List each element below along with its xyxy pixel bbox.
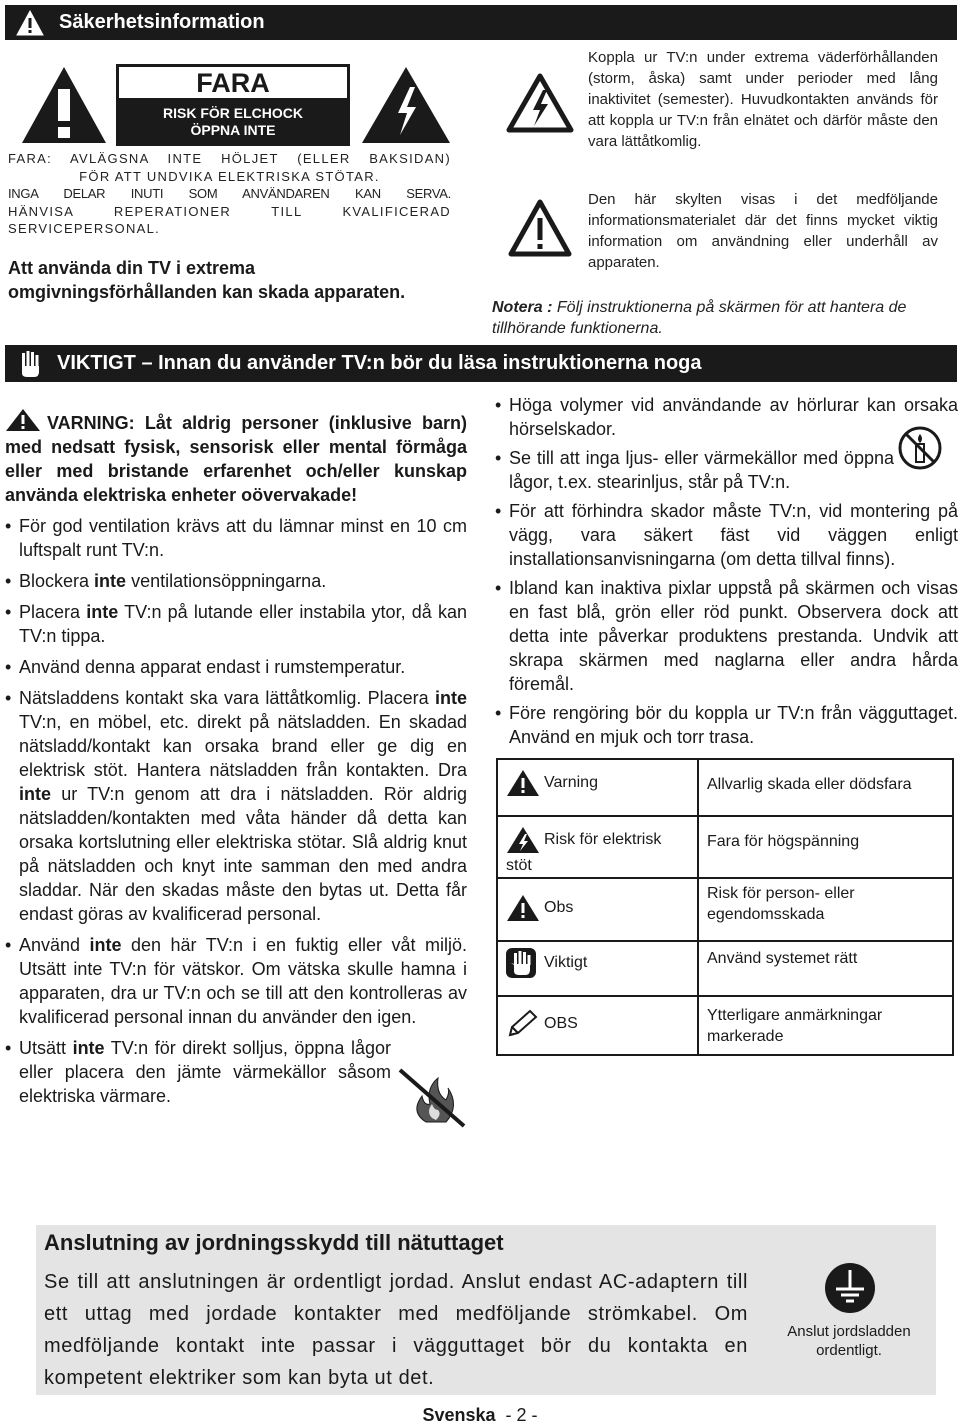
list-item: • Se till att inga ljus- eller värmekällor med öppna lågor, t.ex. stearinljus, står på TV:n.	[495, 446, 894, 494]
danger-title: FARA	[119, 67, 347, 98]
danger-line: HÄNVISA REPERATIONER TILL KVALIFICERAD	[8, 203, 451, 219]
list-item: • Före rengöring bör du koppla ur TV:n från vägguttaget. Använd en mjuk och torr trasa.	[495, 701, 958, 749]
danger-line: FARA: AVLÄGSNA INTE HÖLJET (ELLER BAKSIDAN)	[8, 151, 451, 166]
legend-symbol-cell: Obs	[497, 878, 698, 941]
legend-meaning-cell: Fara för högspänning	[698, 816, 953, 878]
legend-meaning-cell: Använd systemet rätt	[698, 941, 953, 996]
warning-text: VARNING: Låt aldrig personer (inklusive barn) med nedsatt fysisk, sensorisk eller mental förmåga eller med bristande erfarenhet och/eller kunskap använda elektriska enheter oövervakade!	[5, 413, 467, 505]
legend-symbol-cell: Viktigt	[497, 941, 698, 996]
safety-header-bar	[5, 5, 957, 40]
list-item: • Utsätt inte TV:n för direkt solljus, öppna lågor eller placera den jämte värmekällor såsom elektriska värmare.	[5, 1036, 391, 1108]
danger-text	[8, 150, 451, 238]
pencil-icon	[506, 1009, 540, 1039]
note	[492, 297, 957, 339]
list-item: • För god ventilation krävs att du lämnar minst en 10 cm luftspalt runt TV:n.	[5, 514, 467, 562]
list-item: • Ibland kan inaktiva pixlar uppstå på skärmen och visas en fast blå, grön eller röd punkt. Observera dock att detta inte påverkar produktens prestanda. Undvik att skrapa skärmen med naglarna eller andra hårda föremål.	[495, 576, 958, 696]
footer-language: Svenska	[422, 1405, 496, 1425]
warning-triangle-icon	[506, 768, 540, 798]
legend-meaning-cell: Ytterligare anmärkningar markerade	[698, 996, 953, 1055]
danger-line: INGA DELAR INUTI SOM ANVÄNDAREN KAN SERVA.	[8, 186, 451, 201]
list-item: • Höga volymer vid användande av hörlurar kan orsaka hörselskador.	[495, 393, 958, 441]
danger-line: SERVICEPERSONAL.	[8, 221, 161, 236]
left-column	[5, 408, 467, 1108]
list-item: • Blockera inte ventilationsöppningarna.	[5, 569, 467, 593]
table-row	[497, 816, 953, 878]
list-item: • Använd denna apparat endast i rumstemperatur.	[5, 655, 467, 679]
legend-symbol-cell: Varning	[497, 759, 698, 816]
warning-triangle-icon	[15, 8, 45, 38]
table-row	[497, 759, 953, 816]
danger-subtitle-1: RISK FÖR ELCHOCK	[163, 105, 303, 121]
list-item: • Placera inte TV:n på lutande eller instabila ytor, då kan TV:n tippa.	[5, 600, 467, 648]
list-item: • Använd inte den här TV:n i en fuktig eller våt miljö. Utsätt inte TV:n för vätskor. Om vätska skulle hamna i apparaten, dra ur TV:n och se till att den kontrolleras av kvalificerad personal innan du använder den igen.	[5, 933, 467, 1029]
note-label: Notera :	[492, 299, 553, 316]
danger-subtitle-2: ÖPPNA INTE	[190, 122, 276, 138]
caution-triangle-icon	[506, 893, 540, 923]
ground-symbol-icon	[824, 1262, 876, 1314]
no-candle-icon	[896, 424, 944, 472]
warning-triangle-icon	[5, 408, 41, 432]
legend-meaning-cell: Allvarlig skada eller dödsfara	[698, 759, 953, 816]
no-fire-icon	[396, 1066, 468, 1130]
danger-line: FÖR ATT UNDVIKA ELEKTRISKA STÖTAR.	[79, 168, 380, 184]
list-item: • Nätsladdens kontakt ska vara lättåtkomlig. Placera inte TV:n, en möbel, etc. direkt på nätsladden. En skadad nätsladd/kontakt kan orsaka brand eller ge dig en elektrisk stöt. Hantera nätsladden från kontakten. Dra inte ur TV:n genom att dra i nätsladden. Rör aldrig nätsladden/kontakten med våta händer då detta kan orsaka kortslutning eller elektriska stötar. Slå aldrig knut på nätsladden och knyt inte samman den med andra sladdar. När den skadas måste den bytas ut. Detta får endast göras av kvalificerad personal.	[5, 686, 467, 926]
safety-header-title: Säkerhetsinformation	[59, 11, 265, 33]
grounding-text: Se till att anslutningen är ordentligt jordad. Anslut endast AC-adaptern till ett uttag med jordade kontakter med medföljande strömkabel. Om medföljande kontakt inte passar i vägguttaget bör du kontakta en kompetent elektriker som kan byta ut det.	[44, 1271, 748, 1389]
electric-triangle-icon	[506, 825, 540, 855]
note-body: Följ instruktionerna på skärmen för att hantera de tillhörande funktionerna.	[492, 299, 907, 337]
warning-paragraph	[5, 408, 467, 507]
table-row	[497, 996, 953, 1055]
page-number: - 2 -	[505, 1405, 538, 1425]
right-column	[495, 393, 958, 749]
symbol-legend-table	[496, 758, 954, 1056]
unplug-instruction: Koppla ur TV:n under extrema väderförhållanden (storm, åska) samt under perioder med lång inaktivitet (semester). Huvudkontakten används för att koppla ur TV:n från elnätet och därför måste den vara lättåtkomlig.	[588, 49, 938, 150]
page-footer	[0, 1405, 960, 1426]
legend-symbol-cell: Risk för elektrisk stöt	[497, 816, 698, 878]
list-item: • För att förhindra skador måste TV:n, vid montering på vägg, vara säkert fäst vid väggen enligt installationsanvisningarna (om detta tillval finns).	[495, 499, 958, 571]
danger-exclamation-icon	[20, 65, 108, 145]
table-row	[497, 878, 953, 941]
hand-icon	[15, 349, 45, 379]
danger-lightning-icon	[360, 65, 452, 145]
legend-meaning-cell: Risk för person- eller egendomsskada	[698, 878, 953, 941]
sign-explanation: Den här skylten visas i det medföljande informationsmaterialet där det finns mycket viktig information om användning eller underhåll av apparaten.	[588, 191, 938, 271]
hand-icon	[506, 948, 540, 978]
grounding-title: Anslutning av jordningsskydd till nätuttaget	[44, 1230, 504, 1255]
caution-icon	[507, 198, 573, 258]
right-bullet-list	[495, 393, 958, 749]
left-bullet-list	[5, 514, 467, 1108]
electric-shock-icon	[505, 72, 575, 134]
important-header-title: VIKTIGT – Innan du använder TV:n bör du läsa instruktionerna noga	[57, 352, 702, 374]
legend-symbol-cell: OBS	[497, 996, 698, 1055]
important-header-bar	[5, 345, 957, 382]
table-row	[497, 941, 953, 996]
grounding-caption: Anslut jordsladden ordentligt.	[787, 1323, 911, 1359]
environment-warning: Att använda din TV i extrema omgivningsförhållanden kan skada apparaten.	[8, 258, 406, 302]
danger-label-box	[116, 64, 350, 146]
